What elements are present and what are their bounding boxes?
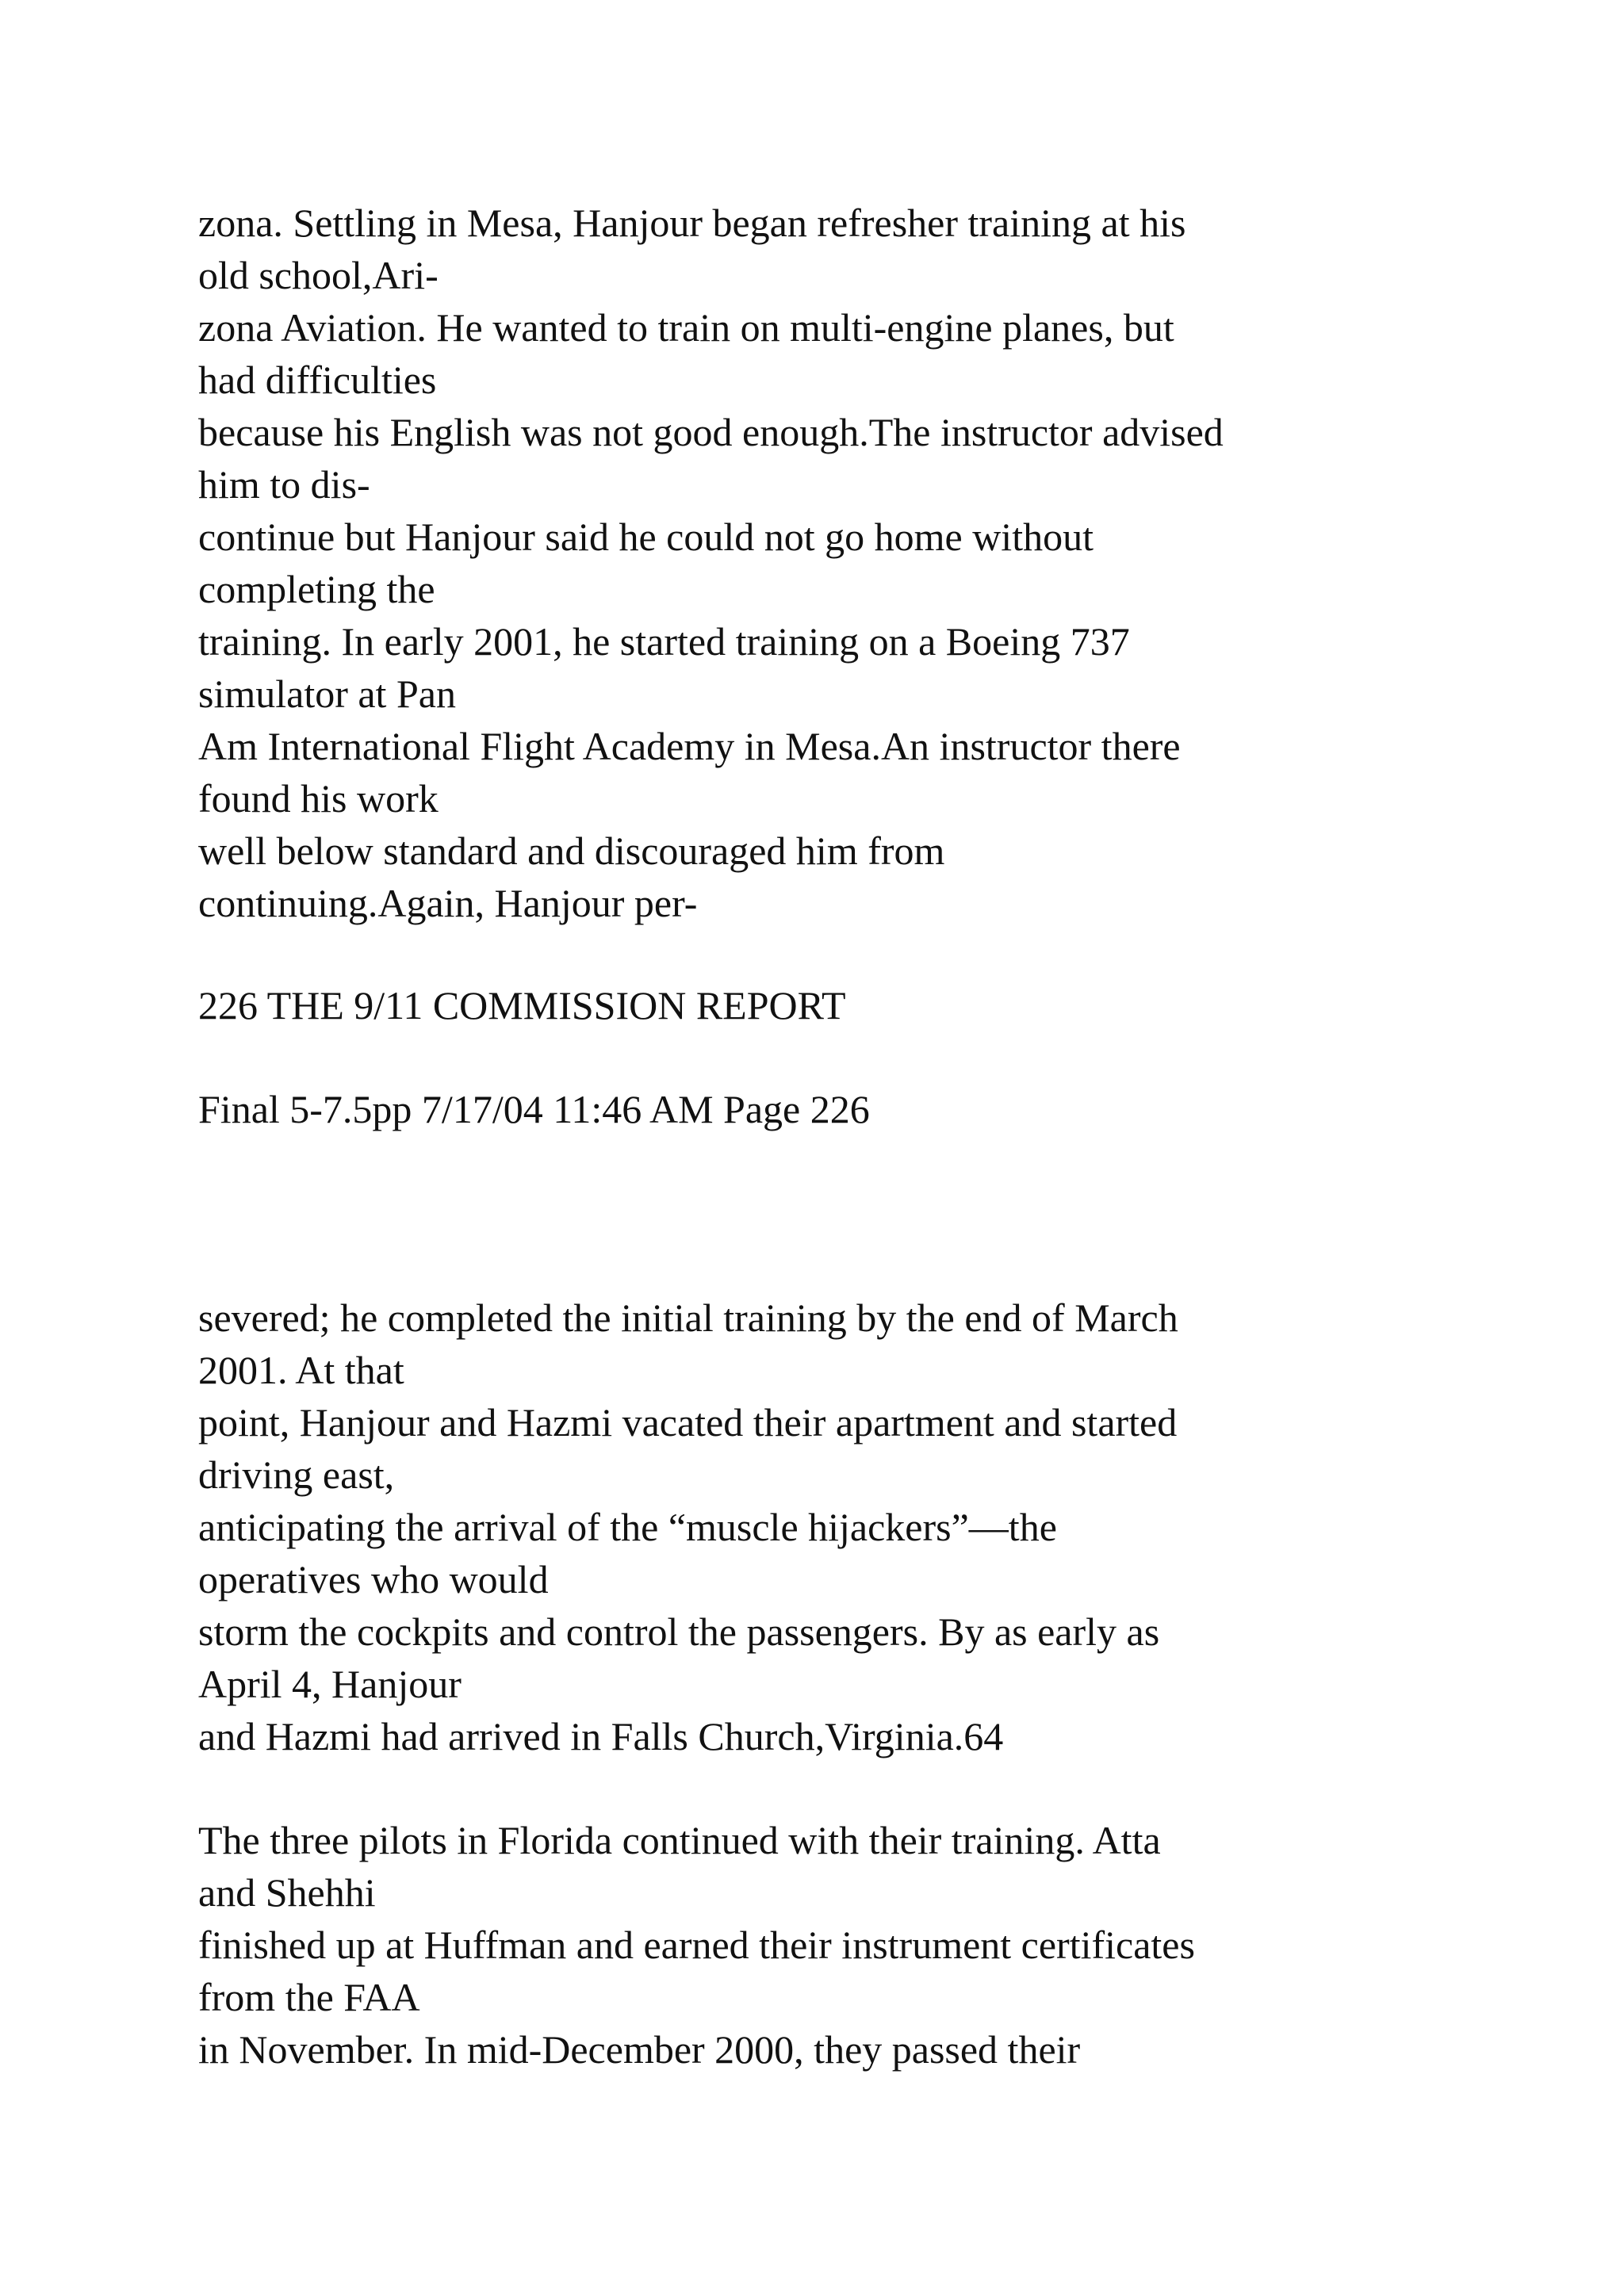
text-line: completing the — [198, 567, 435, 611]
text-line: found his work — [198, 776, 439, 821]
text-line: had difficulties — [198, 358, 437, 402]
text-line: operatives who would — [198, 1557, 549, 1601]
text-line: severed; he completed the initial training by the end of March — [198, 1295, 1178, 1340]
footer-text: 226 THE 9/11 COMMISSION REPORT — [198, 983, 846, 1027]
print-slug — [198, 1083, 1507, 1135]
text-line: driving east, — [198, 1452, 395, 1497]
text-line: because his English was not good enough.The instructor advised — [198, 410, 1224, 454]
text-line: zona Aviation. He wanted to train on multi-engine planes, but — [198, 305, 1174, 350]
text-line: continue but Hanjour said he could not go home without — [198, 515, 1094, 559]
text-line: well below standard and discouraged him from — [198, 828, 945, 873]
text-line: simulator at Pan — [198, 672, 456, 716]
paragraph-hanjour-training — [198, 197, 1507, 929]
text-line: finished up at Huffman and earned their instrument certificates — [198, 1923, 1195, 1967]
text-line: in November. In mid-December 2000, they passed their — [198, 2027, 1081, 2072]
text-line: and Hazmi had arrived in Falls Church,Virginia.64 — [198, 1714, 1004, 1758]
text-line: The three pilots in Florida continued with their training. Atta — [198, 1818, 1161, 1862]
text-line: Am International Flight Academy in Mesa.An instructor there — [198, 724, 1181, 768]
text-line: and Shehhi — [198, 1870, 376, 1915]
text-line: old school,Ari- — [198, 253, 439, 297]
text-line: April 4, Hanjour — [198, 1662, 462, 1706]
text-line: him to dis- — [198, 462, 370, 507]
running-footer — [198, 979, 1507, 1031]
text-line: storm the cockpits and control the passengers. By as early as — [198, 1609, 1160, 1654]
slug-text: Final 5-7.5pp 7/17/04 11:46 AM Page 226 — [198, 1087, 870, 1131]
text-line: continuing.Again, Hanjour per- — [198, 881, 698, 925]
text-line: anticipating the arrival of the “muscle hijackers”—the — [198, 1505, 1057, 1549]
text-line: 2001. At that — [198, 1348, 404, 1392]
text-line: zona. Settling in Mesa, Hanjour began refresher training at his — [198, 201, 1186, 245]
text-line: from the FAA — [198, 1975, 420, 2019]
paragraph-florida-pilots — [198, 1814, 1507, 2076]
text-line: point, Hanjour and Hazmi vacated their apartment and started — [198, 1400, 1178, 1445]
text-line: training. In early 2001, he started training on a Boeing 737 — [198, 619, 1130, 664]
paragraph-drive-east — [198, 1292, 1507, 1762]
